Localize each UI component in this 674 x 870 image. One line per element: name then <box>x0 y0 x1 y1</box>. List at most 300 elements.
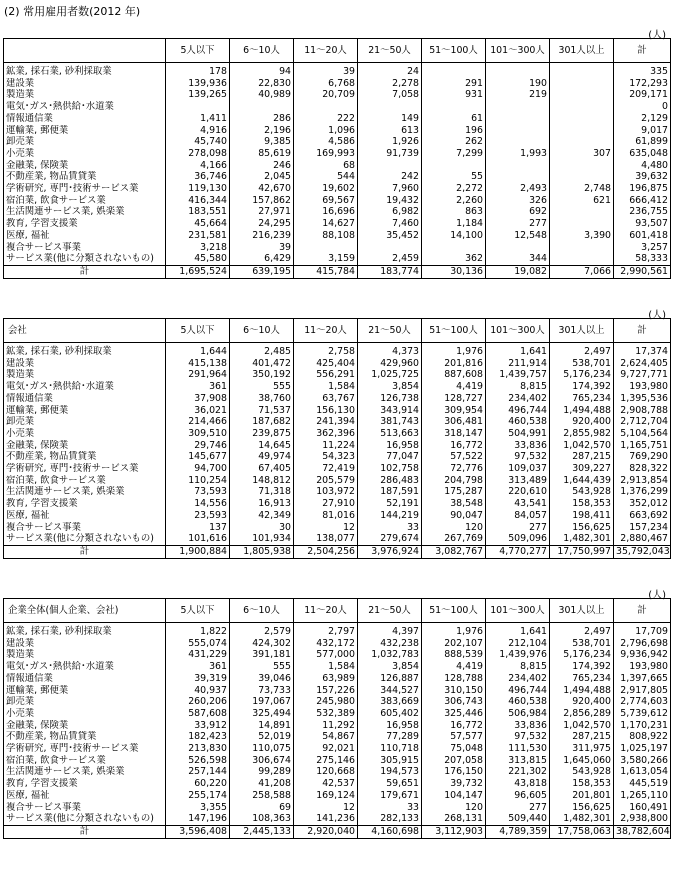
data-cell: 1,482,301 <box>550 533 614 545</box>
data-cell: 138,077 <box>294 533 358 545</box>
data-cell: 1,165,751 <box>614 440 671 452</box>
table-row <box>4 533 671 545</box>
data-cell <box>550 160 614 172</box>
data-cell: 765,234 <box>550 393 614 405</box>
data-cell: 61 <box>422 113 486 125</box>
data-cell: 325,494 <box>230 708 294 720</box>
data-cell: 4,586 <box>294 136 358 148</box>
data-cell: 309,510 <box>166 428 230 440</box>
table-row <box>4 343 671 358</box>
data-cell: 179,671 <box>358 790 422 802</box>
total-cell: 4,770,277 <box>486 545 550 558</box>
data-cell: 3,854 <box>358 661 422 673</box>
data-cell: 445,519 <box>614 778 671 790</box>
column-header: 51～100人 <box>422 319 486 343</box>
data-cell: 544 <box>294 171 358 183</box>
data-cell: 1,976 <box>422 343 486 358</box>
data-cell <box>358 160 422 172</box>
total-cell: 19,082 <box>486 265 550 278</box>
table-row <box>4 661 671 673</box>
data-cell: 3,159 <box>294 253 358 265</box>
data-cell: 538,701 <box>550 638 614 650</box>
data-cell: 52,191 <box>358 498 422 510</box>
data-cell: 2,796,698 <box>614 638 671 650</box>
data-cell: 504,991 <box>486 428 550 440</box>
data-cell: 765,234 <box>550 673 614 685</box>
data-cell: 278,098 <box>166 148 230 160</box>
data-cell: 605,402 <box>358 708 422 720</box>
column-header: 301人以上 <box>550 319 614 343</box>
data-cell: 1,042,570 <box>550 720 614 732</box>
data-cell <box>550 171 614 183</box>
data-cell: 176,150 <box>422 766 486 778</box>
data-cell: 526,598 <box>166 755 230 767</box>
data-cell: 4,166 <box>166 160 230 172</box>
column-header: 5人以下 <box>166 39 230 63</box>
data-cell: 204,798 <box>422 475 486 487</box>
data-cell: 45,580 <box>166 253 230 265</box>
table-row <box>4 416 671 428</box>
data-cell: 71,318 <box>230 486 294 498</box>
data-cell: 88,108 <box>294 230 358 242</box>
table-row <box>4 113 671 125</box>
table-header-row <box>4 599 671 623</box>
data-cell: 8,815 <box>486 381 550 393</box>
data-cell: 39,046 <box>230 673 294 685</box>
category-label: 鉱業, 採石業, 砂利採取業 <box>4 63 166 78</box>
data-cell: 257,144 <box>166 766 230 778</box>
data-cell: 1,993 <box>486 148 550 160</box>
data-cell: 103,972 <box>294 486 358 498</box>
category-label: 製造業 <box>4 649 166 661</box>
table-row <box>4 743 671 755</box>
data-cell: 1,439,976 <box>486 649 550 661</box>
data-cell <box>294 242 358 254</box>
category-label: 学術研究, 専門･技術サービス業 <box>4 743 166 755</box>
data-cell: 2,497 <box>550 623 614 638</box>
data-cell: 231,581 <box>166 230 230 242</box>
table-row <box>4 242 671 254</box>
data-cell: 3,580,266 <box>614 755 671 767</box>
table-row <box>4 440 671 452</box>
data-cell: 543,928 <box>550 766 614 778</box>
data-cell: 220,610 <box>486 486 550 498</box>
data-cell: 3,355 <box>166 802 230 814</box>
data-cell: 81,016 <box>294 510 358 522</box>
data-cell: 7,460 <box>358 218 422 230</box>
data-cell: 222 <box>294 113 358 125</box>
data-cell: 6,768 <box>294 78 358 90</box>
data-cell: 101,934 <box>230 533 294 545</box>
data-cell: 16,696 <box>294 206 358 218</box>
category-label: サービス業(他に分類されないもの) <box>4 253 166 265</box>
data-cell: 110,254 <box>166 475 230 487</box>
total-cell: 183,774 <box>358 265 422 278</box>
data-cell: 160,491 <box>614 802 671 814</box>
category-label: 生活関連サービス業, 娯楽業 <box>4 766 166 778</box>
data-cell: 325,446 <box>422 708 486 720</box>
data-cell: 2,485 <box>230 343 294 358</box>
data-cell: 5,104,564 <box>614 428 671 440</box>
data-cell <box>486 63 550 78</box>
category-label: 教育, 学習支援業 <box>4 218 166 230</box>
data-cell <box>358 242 422 254</box>
data-cell: 931 <box>422 89 486 101</box>
category-label: 運輸業, 郵便業 <box>4 405 166 417</box>
data-cell: 196,875 <box>614 183 671 195</box>
data-cell: 60,220 <box>166 778 230 790</box>
data-cell: 174,392 <box>550 381 614 393</box>
data-cell: 104,147 <box>422 790 486 802</box>
table-row <box>4 638 671 650</box>
data-cell: 2,748 <box>550 183 614 195</box>
data-cell: 692 <box>486 206 550 218</box>
data-cell: 279,674 <box>358 533 422 545</box>
data-cell: 19,602 <box>294 183 358 195</box>
total-cell: 2,920,040 <box>294 825 358 838</box>
data-cell: 120 <box>422 802 486 814</box>
data-cell: 277 <box>486 522 550 534</box>
data-cell: 2,758 <box>294 343 358 358</box>
data-cell: 1,025,197 <box>614 743 671 755</box>
category-label: 小売業 <box>4 708 166 720</box>
data-cell: 6,982 <box>358 206 422 218</box>
data-cell: 14,556 <box>166 498 230 510</box>
data-cell: 209,171 <box>614 89 671 101</box>
data-cell: 2,579 <box>230 623 294 638</box>
data-cell: 190 <box>486 78 550 90</box>
total-cell: 1,695,524 <box>166 265 230 278</box>
data-cell: 202,107 <box>422 638 486 650</box>
data-cell: 149 <box>358 113 422 125</box>
column-header: 計 <box>614 599 671 623</box>
data-cell: 84,057 <box>486 510 550 522</box>
total-cell: 1,900,884 <box>166 545 230 558</box>
category-label: 生活関連サービス業, 娯楽業 <box>4 206 166 218</box>
table-row <box>4 685 671 697</box>
data-cell: 90,047 <box>422 510 486 522</box>
data-cell: 267,769 <box>422 533 486 545</box>
data-cell: 57,522 <box>422 451 486 463</box>
data-cell: 2,855,982 <box>550 428 614 440</box>
column-header: 21～50人 <box>358 319 422 343</box>
data-cell: 282,133 <box>358 813 422 825</box>
category-label: 鉱業, 採石業, 砂利採取業 <box>4 623 166 638</box>
data-cell: 258,588 <box>230 790 294 802</box>
data-cell: 141,236 <box>294 813 358 825</box>
data-cell: 126,738 <box>358 393 422 405</box>
data-cell: 6,429 <box>230 253 294 265</box>
data-cell: 1,645,060 <box>550 755 614 767</box>
data-cell: 16,958 <box>358 440 422 452</box>
table-row <box>4 78 671 90</box>
data-cell: 318,147 <box>422 428 486 440</box>
data-cell: 0 <box>614 101 671 113</box>
data-cell: 236,755 <box>614 206 671 218</box>
data-cell: 1,482,301 <box>550 813 614 825</box>
data-cell: 3,854 <box>358 381 422 393</box>
table-row <box>4 428 671 440</box>
data-cell: 1,376,299 <box>614 486 671 498</box>
total-cell: 2,504,256 <box>294 545 358 558</box>
data-cell: 67,405 <box>230 463 294 475</box>
category-label: 建設業 <box>4 78 166 90</box>
data-cell: 7,960 <box>358 183 422 195</box>
data-cell: 429,960 <box>358 358 422 370</box>
category-label: 卸売業 <box>4 136 166 148</box>
category-label: 教育, 学習支援業 <box>4 498 166 510</box>
data-cell: 2,260 <box>422 195 486 207</box>
data-cell <box>358 101 422 113</box>
column-header: 101～300人 <box>486 599 550 623</box>
data-cell: 17,709 <box>614 623 671 638</box>
data-cell: 277 <box>486 802 550 814</box>
data-cell: 97,532 <box>486 731 550 743</box>
data-cell <box>486 136 550 148</box>
data-cell: 169,124 <box>294 790 358 802</box>
data-cell <box>550 78 614 90</box>
data-cell: 39 <box>230 242 294 254</box>
data-cell: 2,129 <box>614 113 671 125</box>
column-header: 5人以下 <box>166 599 230 623</box>
data-cell: 2,497 <box>550 343 614 358</box>
data-cell <box>422 242 486 254</box>
table-row <box>4 486 671 498</box>
data-cell: 343,914 <box>358 405 422 417</box>
table-row <box>4 696 671 708</box>
category-label: 不動産業, 物品賃貸業 <box>4 171 166 183</box>
data-cell: 1,644 <box>166 343 230 358</box>
total-cell: 3,112,903 <box>422 825 486 838</box>
data-cell: 306,674 <box>230 755 294 767</box>
data-cell: 621 <box>550 195 614 207</box>
data-cell: 234,402 <box>486 673 550 685</box>
table-row <box>4 522 671 534</box>
data-cell <box>550 136 614 148</box>
data-cell: 17,374 <box>614 343 671 358</box>
data-cell: 201,816 <box>422 358 486 370</box>
data-cell: 197,067 <box>230 696 294 708</box>
data-cell: 97,532 <box>486 451 550 463</box>
data-cell: 1,439,757 <box>486 369 550 381</box>
data-cell: 556,291 <box>294 369 358 381</box>
category-label: 複合サービス事業 <box>4 802 166 814</box>
table-row <box>4 510 671 522</box>
table-row <box>4 755 671 767</box>
data-cell <box>550 125 614 137</box>
data-cell: 1,184 <box>422 218 486 230</box>
data-cell: 291,964 <box>166 369 230 381</box>
table-row <box>4 148 671 160</box>
data-cell: 432,172 <box>294 638 358 650</box>
data-cell: 39,319 <box>166 673 230 685</box>
table-row <box>4 63 671 78</box>
table-row <box>4 381 671 393</box>
data-cell: 219 <box>486 89 550 101</box>
table-row <box>4 623 671 638</box>
category-label: 金融業, 保険業 <box>4 720 166 732</box>
category-label: 学術研究, 専門･技術サービス業 <box>4 183 166 195</box>
category-label: 医療, 福祉 <box>4 510 166 522</box>
data-cell: 99,289 <box>230 766 294 778</box>
data-cell: 42,537 <box>294 778 358 790</box>
category-label: 複合サービス事業 <box>4 522 166 534</box>
table-row <box>4 720 671 732</box>
data-cell: 2,880,467 <box>614 533 671 545</box>
data-cell <box>486 113 550 125</box>
total-cell: 3,596,408 <box>166 825 230 838</box>
table-row <box>4 802 671 814</box>
data-cell: 5,739,612 <box>614 708 671 720</box>
data-cell: 119,130 <box>166 183 230 195</box>
total-cell: 30,136 <box>422 265 486 278</box>
data-cell: 49,974 <box>230 451 294 463</box>
table-row <box>4 101 671 113</box>
data-cell: 242 <box>358 171 422 183</box>
unit-label: (人) <box>648 310 666 321</box>
data-cell: 287,215 <box>550 731 614 743</box>
data-cell: 7,299 <box>422 148 486 160</box>
category-label: 卸売業 <box>4 696 166 708</box>
column-header: 計 <box>614 39 671 63</box>
data-cell: 234,402 <box>486 393 550 405</box>
data-cell: 8,815 <box>486 661 550 673</box>
data-cell: 126,887 <box>358 673 422 685</box>
data-cell: 5,176,234 <box>550 649 614 661</box>
data-cell: 888,539 <box>422 649 486 661</box>
data-cell: 9,017 <box>614 125 671 137</box>
data-cell: 187,591 <box>358 486 422 498</box>
data-cell: 4,916 <box>166 125 230 137</box>
table-header-title: 企業全体(個人企業、会社) <box>4 599 166 623</box>
data-cell: 23,593 <box>166 510 230 522</box>
data-cell: 213,830 <box>166 743 230 755</box>
data-cell: 1,926 <box>358 136 422 148</box>
data-cell: 174,392 <box>550 661 614 673</box>
data-cell: 460,538 <box>486 696 550 708</box>
data-cell: 2,913,854 <box>614 475 671 487</box>
data-cell: 77,047 <box>358 451 422 463</box>
data-cell: 14,100 <box>422 230 486 242</box>
data-cell: 128,788 <box>422 673 486 685</box>
category-label: 不動産業, 物品賃貸業 <box>4 451 166 463</box>
data-cell: 33 <box>358 522 422 534</box>
data-cell: 63,989 <box>294 673 358 685</box>
data-cell: 35,452 <box>358 230 422 242</box>
data-cell: 205,579 <box>294 475 358 487</box>
data-cell: 110,718 <box>358 743 422 755</box>
total-cell: 4,789,359 <box>486 825 550 838</box>
data-cell: 1,032,783 <box>358 649 422 661</box>
data-cell: 169,993 <box>294 148 358 160</box>
data-cell: 431,229 <box>166 649 230 661</box>
data-cell <box>422 160 486 172</box>
data-cell: 27,971 <box>230 206 294 218</box>
category-label: 宿泊業, 飲食サービス業 <box>4 475 166 487</box>
data-cell: 352,012 <box>614 498 671 510</box>
total-cell: 17,750,997 <box>550 545 614 558</box>
data-cell: 538,701 <box>550 358 614 370</box>
data-cell: 73,733 <box>230 685 294 697</box>
data-cell: 863 <box>422 206 486 218</box>
data-cell: 221,302 <box>486 766 550 778</box>
data-cell: 391,181 <box>230 649 294 661</box>
category-label: 宿泊業, 飲食サービス業 <box>4 755 166 767</box>
data-cell: 24 <box>358 63 422 78</box>
table-row <box>4 136 671 148</box>
data-cell: 2,856,289 <box>550 708 614 720</box>
column-header: 6～10人 <box>230 599 294 623</box>
data-cell: 4,373 <box>358 343 422 358</box>
data-cell: 401,472 <box>230 358 294 370</box>
data-cell: 286 <box>230 113 294 125</box>
data-cell: 666,412 <box>614 195 671 207</box>
data-cell <box>550 242 614 254</box>
column-header: 101～300人 <box>486 319 550 343</box>
column-header: 6～10人 <box>230 39 294 63</box>
data-cell: 635,048 <box>614 148 671 160</box>
data-cell: 425,404 <box>294 358 358 370</box>
column-header: 21～50人 <box>358 599 422 623</box>
total-cell: 3,976,924 <box>358 545 422 558</box>
data-cell: 4,419 <box>422 661 486 673</box>
data-cell: 85,619 <box>230 148 294 160</box>
data-cell: 344 <box>486 253 550 265</box>
data-cell: 211,914 <box>486 358 550 370</box>
category-label: 情報通信業 <box>4 673 166 685</box>
data-cell: 1,494,488 <box>550 685 614 697</box>
data-cell: 158,353 <box>550 498 614 510</box>
data-cell: 109,037 <box>486 463 550 475</box>
data-cell: 1,265,110 <box>614 790 671 802</box>
data-cell: 14,645 <box>230 440 294 452</box>
data-cell: 2,272 <box>422 183 486 195</box>
table-row <box>4 183 671 195</box>
data-cell: 14,627 <box>294 218 358 230</box>
data-cell: 139,265 <box>166 89 230 101</box>
data-cell: 2,797 <box>294 623 358 638</box>
data-cell <box>550 113 614 125</box>
category-label: 教育, 学習支援業 <box>4 778 166 790</box>
data-cell: 77,289 <box>358 731 422 743</box>
table-row <box>4 708 671 720</box>
data-cell: 2,459 <box>358 253 422 265</box>
category-label: 不動産業, 物品賃貸業 <box>4 731 166 743</box>
data-cell: 9,385 <box>230 136 294 148</box>
column-header: 101～300人 <box>486 39 550 63</box>
data-cell: 175,287 <box>422 486 486 498</box>
data-cell: 291 <box>422 78 486 90</box>
data-cell: 287,215 <box>550 451 614 463</box>
data-cell: 2,908,788 <box>614 405 671 417</box>
data-cell: 1,096 <box>294 125 358 137</box>
data-cell <box>486 160 550 172</box>
data-cell: 920,400 <box>550 416 614 428</box>
data-cell: 1,822 <box>166 623 230 638</box>
data-cell: 2,278 <box>358 78 422 90</box>
data-cell: 305,915 <box>358 755 422 767</box>
data-cell: 496,744 <box>486 685 550 697</box>
data-cell: 101,616 <box>166 533 230 545</box>
data-cell: 193,980 <box>614 661 671 673</box>
data-cell: 158,353 <box>550 778 614 790</box>
column-header: 51～100人 <box>422 599 486 623</box>
data-cell: 196 <box>422 125 486 137</box>
total-cell: 3,082,767 <box>422 545 486 558</box>
table-row <box>4 160 671 172</box>
total-cell: 38,782,604 <box>614 825 671 838</box>
data-cell: 16,913 <box>230 498 294 510</box>
